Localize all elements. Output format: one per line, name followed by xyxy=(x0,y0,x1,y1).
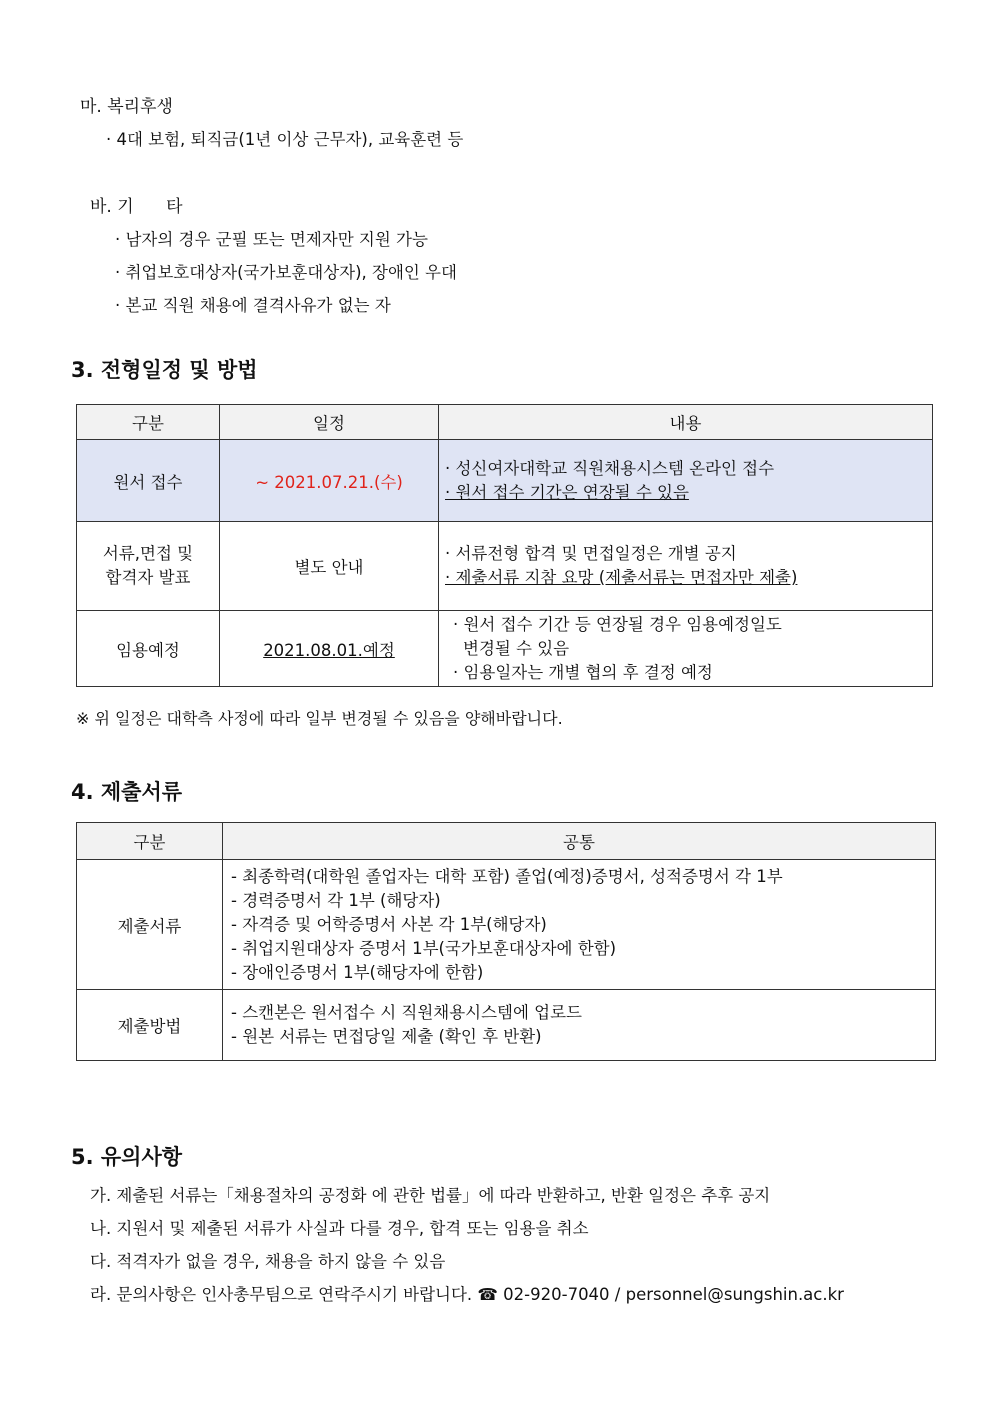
header-category: 구분 xyxy=(77,823,223,860)
row-category: 원서 접수 xyxy=(77,440,220,522)
row-details xyxy=(439,440,933,522)
detail-line: · 원서 접수 기간 등 연장될 경우 임용예정일도 xyxy=(453,614,782,634)
header-common: 공통 xyxy=(223,823,936,860)
header-schedule: 일정 xyxy=(220,405,439,440)
row-category: 제출서류 xyxy=(77,860,223,990)
category-line: 합격자 발표 xyxy=(105,568,191,587)
row-schedule: 2021.08.01.예정 xyxy=(220,611,439,687)
row-items xyxy=(223,860,936,990)
document-item: - 취업지원대상자 증명서 1부(국가보훈대상자에 한함) xyxy=(231,938,617,958)
header-category: 구분 xyxy=(77,405,220,440)
row-category xyxy=(77,522,220,611)
section3-title: 3. 전형일정 및 방법 xyxy=(71,358,258,382)
row-details xyxy=(439,522,933,611)
document-item: - 장애인증명서 1부(해당자에 한함) xyxy=(231,962,484,982)
document-item: - 경력증명서 각 1부 (해당자) xyxy=(231,890,441,910)
row-details xyxy=(439,611,933,687)
document-item: - 원본 서류는 면접당일 제출 (확인 후 반환) xyxy=(231,1027,542,1046)
welfare-item: · 4대 보험, 퇴직금(1년 이상 근무자), 교육훈련 등 xyxy=(106,130,464,149)
detail-line: · 성신여자대학교 직원채용시스템 온라인 접수 xyxy=(445,458,775,478)
documents-table xyxy=(76,822,936,1061)
notice-item: 가. 제출된 서류는「채용절차의 공정화 에 관한 법률」에 따라 반환하고, 반환 일정은 추후 공지 xyxy=(90,1186,771,1205)
document-item: - 스캔본은 원서접수 시 직원채용시스템에 업로드 xyxy=(231,1003,582,1022)
etc-title: 바. 기 타 xyxy=(90,197,183,217)
table-header-row xyxy=(77,405,933,440)
row-items xyxy=(223,990,936,1061)
etc-item: · 남자의 경우 군필 또는 면제자만 지원 가능 xyxy=(115,230,428,249)
row-schedule: 별도 안내 xyxy=(220,522,439,611)
table-row xyxy=(77,990,936,1061)
table-row xyxy=(77,440,933,522)
detail-line: · 임용일자는 개별 협의 후 결정 예정 xyxy=(453,662,713,682)
table-header-row xyxy=(77,823,936,860)
schedule-note: ※ 위 일정은 대학측 사정에 따라 일부 변경될 수 있음을 양해바랍니다. xyxy=(76,709,563,728)
row-category: 제출방법 xyxy=(77,990,223,1061)
table-row xyxy=(77,860,936,990)
table-row xyxy=(77,522,933,611)
section5-title: 5. 유의사항 xyxy=(71,1145,183,1169)
etc-item: · 취업보호대상자(국가보훈대상자), 장애인 우대 xyxy=(115,263,457,282)
category-line: 서류,면접 및 xyxy=(102,544,194,563)
welfare-title: 마. 복리후생 xyxy=(80,97,173,117)
row-category: 임용예정 xyxy=(77,611,220,687)
detail-line: · 제출서류 지참 요망 (제출서류는 면접자만 제출) xyxy=(445,568,798,587)
notice-item-contact: 라. 문의사항은 인사총무팀으로 연락주시기 바랍니다. ☎ 02-920-7040 / personnel@sungshin.ac.kr xyxy=(90,1285,844,1304)
document-item: - 자격증 및 어학증명서 사본 각 1부(해당자) xyxy=(231,914,547,934)
detail-line: · 서류전형 합격 및 면접일정은 개별 공지 xyxy=(445,544,737,563)
detail-line: 변경될 수 있음 xyxy=(463,638,570,658)
schedule-table xyxy=(76,404,933,687)
notice-item: 다. 적격자가 없을 경우, 채용을 하지 않을 수 있음 xyxy=(90,1252,446,1271)
row-schedule: ~ 2021.07.21.(수) xyxy=(220,440,439,522)
header-details: 내용 xyxy=(439,405,933,440)
notice-item: 나. 지원서 및 제출된 서류가 사실과 다를 경우, 합격 또는 임용을 취소 xyxy=(90,1219,589,1238)
document-item: - 최종학력(대학원 졸업자는 대학 포함) 졸업(예정)증명서, 성적증명서 각 1부 xyxy=(231,866,783,886)
detail-line: · 원서 접수 기간은 연장될 수 있음 xyxy=(445,482,689,502)
table-row xyxy=(77,611,933,687)
etc-item: · 본교 직원 채용에 결격사유가 없는 자 xyxy=(115,296,391,315)
section4-title: 4. 제출서류 xyxy=(71,780,183,804)
